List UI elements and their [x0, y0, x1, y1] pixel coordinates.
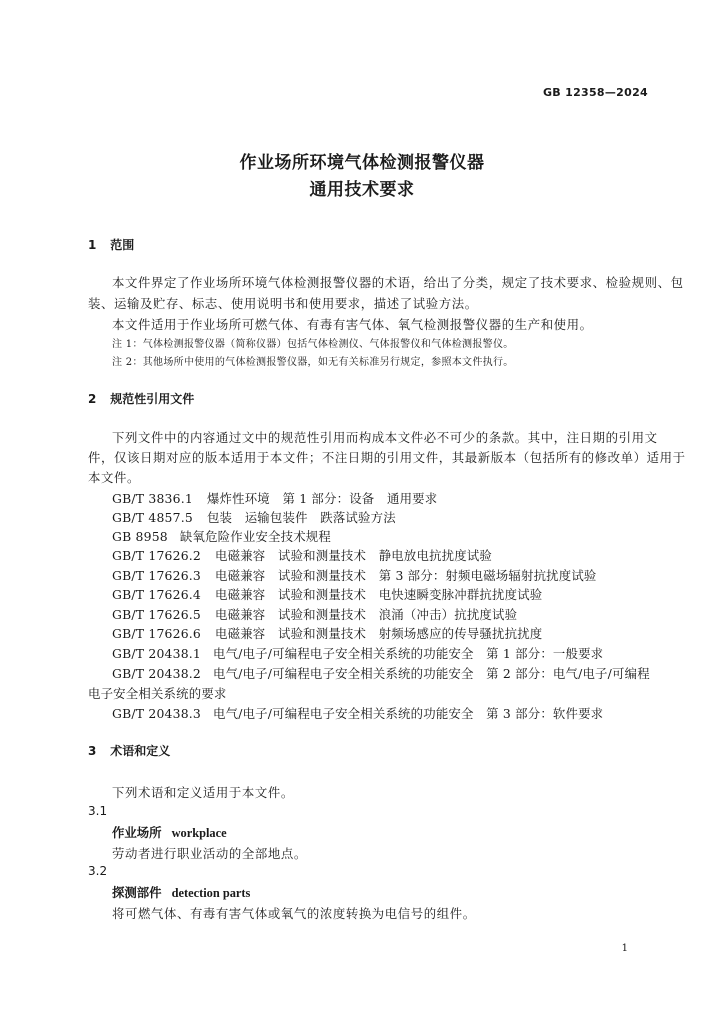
reference-code: GB/T 17626.2	[112, 548, 202, 563]
reference-item-continuation: 电子安全相关系统的要求	[88, 686, 227, 701]
section-number: 3	[88, 744, 97, 758]
scope-note-2: 注 2：其他场所中使用的气体检测报警仪器，如无有关标准另行规定，参照本文件执行。	[112, 357, 514, 368]
reference-code: GB/T 3836.1	[112, 491, 193, 506]
section-title: 规范性引用文件	[110, 392, 195, 406]
document-title-line1: 作业场所环境气体检测报警仪器	[239, 153, 485, 173]
scope-paragraph-1-line1: 本文件界定了作业场所环境气体检测报警仪器的术语，给出了分类，规定了技术要求、检验规则、包	[112, 275, 684, 290]
section-number: 2	[88, 392, 97, 406]
reference-item	[112, 605, 517, 623]
reference-code: GB/T 17626.4	[112, 587, 202, 602]
section-heading-scope	[88, 236, 134, 253]
reference-code: GB/T 17626.6	[112, 626, 202, 641]
reference-item	[112, 585, 542, 603]
reference-title: 包装 运输包装件 跌落试验方法	[206, 510, 396, 525]
term-definition: 将可燃气体、有毒有害气体或氧气的浓度转换为电信号的组件。	[112, 906, 476, 921]
section-title: 术语和定义	[110, 744, 171, 758]
term-heading	[112, 823, 227, 841]
reference-title: 电气/电子/可编程电子安全相关系统的功能安全 第 3 部分：软件要求	[213, 706, 604, 721]
reference-title: 电气/电子/可编程电子安全相关系统的功能安全 第 1 部分：一般要求	[213, 646, 604, 661]
term-heading	[112, 883, 250, 901]
standard-number: GB 12358—2024	[542, 86, 648, 99]
terms-intro: 下列术语和定义适用于本文件。	[112, 785, 294, 800]
term-number: 3.1	[88, 804, 108, 818]
term-zh: 探测部件	[112, 885, 162, 900]
reference-item	[112, 644, 603, 662]
reference-item	[112, 664, 650, 682]
reference-code: GB/T 20438.2	[112, 666, 202, 681]
reference-code: GB/T 17626.3	[112, 568, 202, 583]
section-heading-normative-references	[88, 390, 194, 407]
reference-title: 电磁兼容 试验和测量技术 射频场感应的传导骚扰抗扰度	[215, 626, 543, 641]
reference-title: 电磁兼容 试验和测量技术 浪涌（冲击）抗扰度试验	[215, 607, 518, 622]
reference-code: GB/T 20438.3	[112, 706, 202, 721]
reference-item	[112, 546, 492, 564]
section-title: 范围	[110, 238, 135, 252]
reference-item	[112, 624, 542, 642]
reference-code: GB 8958	[112, 529, 168, 544]
normref-intro-line3: 本文件。	[88, 470, 140, 485]
reference-code: GB/T 20438.1	[112, 646, 202, 661]
term-zh: 作业场所	[112, 825, 162, 840]
normref-intro-line1: 下列文件中的内容通过文中的规范性引用而构成本文件必不可少的条款。其中，注日期的引用文	[112, 430, 658, 445]
normref-intro-line2: 件，仅该日期对应的版本适用于本文件；不注日期的引用文件，其最新版本（包括所有的修改单）适用于	[88, 450, 686, 465]
reference-title: 缺氧危险作业安全技术规程	[179, 529, 331, 544]
scope-paragraph-2: 本文件适用于作业场所可燃气体、有毒有害气体、氧气检测报警仪器的生产和使用。	[112, 317, 593, 332]
reference-item	[112, 527, 331, 545]
reference-title: 爆炸性环境 第 1 部分：设备 通用要求	[206, 491, 438, 506]
section-number: 1	[88, 238, 97, 252]
term-en: workplace	[171, 826, 227, 840]
reference-item	[112, 508, 396, 526]
section-heading-terms	[88, 742, 170, 759]
reference-code: GB/T 17626.5	[112, 607, 202, 622]
reference-title: 电磁兼容 试验和测量技术 第 3 部分：射频电磁场辐射抗扰度试验	[215, 568, 597, 583]
term-number: 3.2	[88, 864, 108, 878]
reference-title: 电气/电子/可编程电子安全相关系统的功能安全 第 2 部分：电气/电子/可编程	[213, 666, 650, 681]
scope-paragraph-1-line2: 装、运输及贮存、标志、使用说明书和使用要求，描述了试验方法。	[88, 296, 478, 311]
reference-item	[112, 566, 597, 584]
page-number: 1	[621, 943, 628, 954]
reference-title: 电磁兼容 试验和测量技术 电快速瞬变脉冲群抗扰度试验	[215, 587, 543, 602]
scope-note-1: 注 1：气体检测报警仪器（简称仪器）包括气体检测仪、气体报警仪和气体检测报警仪。	[112, 339, 514, 350]
reference-code: GB/T 4857.5	[112, 510, 193, 525]
term-en: detection parts	[171, 886, 251, 900]
term-definition: 劳动者进行职业活动的全部地点。	[112, 846, 307, 861]
reference-item	[112, 489, 437, 507]
document-title-line2: 通用技术要求	[309, 180, 415, 200]
reference-title: 电磁兼容 试验和测量技术 静电放电抗扰度试验	[215, 548, 493, 563]
reference-item	[112, 704, 603, 722]
